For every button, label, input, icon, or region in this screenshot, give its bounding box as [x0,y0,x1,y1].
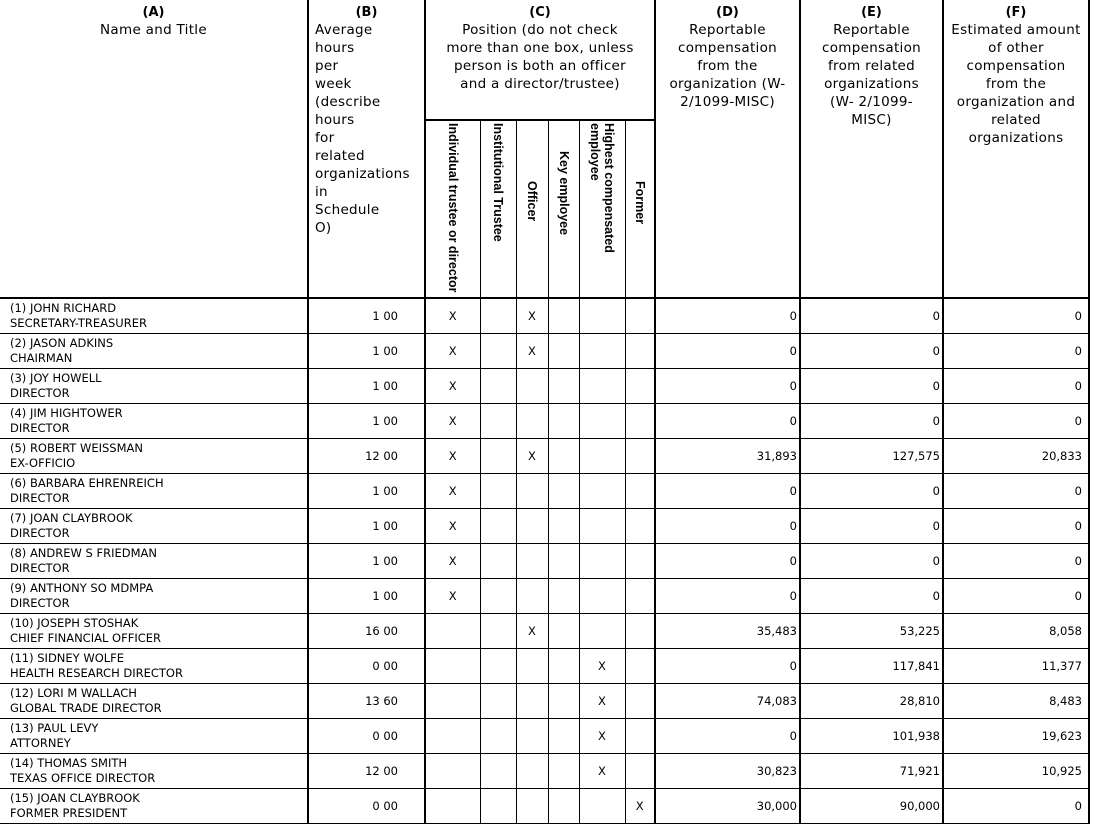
position-check-cell [480,439,516,474]
position-col-highest-compensated [579,120,625,298]
person-title: CHIEF FINANCIAL OFFICER [10,631,161,645]
hours-cell: 13 60 [308,684,425,719]
person-title: DIRECTOR [10,386,70,400]
position-check-cell [625,439,655,474]
person-name: (11) SIDNEY WOLFE [10,651,125,665]
person-name: (1) JOHN RICHARD [10,301,117,315]
header-a-text: Name and Title [100,22,207,38]
compensation-d-cell: 0 [655,404,800,439]
header-a-letter: (A) [142,5,165,20]
name-title-cell [0,754,308,789]
hours-cell: 12 00 [308,439,425,474]
compensation-d-cell: 30,000 [655,789,800,824]
hours-cell: 1 00 [308,474,425,509]
header-b [308,0,425,298]
person-title: ATTORNEY [10,736,71,750]
compensation-d-cell: 74,083 [655,684,800,719]
table-row [0,649,1089,684]
compensation-d-cell: 0 [655,579,800,614]
compensation-e-cell: 0 [800,334,943,369]
compensation-d-cell: 35,483 [655,614,800,649]
compensation-f-cell: 8,483 [943,684,1089,719]
table-body [0,298,1089,824]
person-name: (6) BARBARA EHRENREICH [10,476,164,490]
position-check-cell [548,544,579,579]
position-check-cell [480,649,516,684]
position-check-cell: X [516,298,548,334]
table-row [0,579,1089,614]
position-check-cell: X [516,614,548,649]
position-check-cell [579,334,625,369]
compensation-f-cell: 19,623 [943,719,1089,754]
header-c [425,0,655,120]
compensation-f-cell: 0 [943,579,1089,614]
position-check-cell [548,684,579,719]
table-row [0,474,1089,509]
position-check-cell [480,369,516,404]
position-check-cell [548,474,579,509]
position-check-cell [625,754,655,789]
compensation-e-cell: 0 [800,298,943,334]
name-title-cell [0,439,308,474]
person-title: SECRETARY-TREASURER [10,316,147,330]
compensation-e-cell: 127,575 [800,439,943,474]
position-check-cell [579,789,625,824]
table-row [0,334,1089,369]
person-name: (14) THOMAS SMITH [10,756,128,770]
compensation-f-cell: 10,925 [943,754,1089,789]
position-check-cell [548,439,579,474]
person-title: DIRECTOR [10,561,70,575]
position-check-cell [625,544,655,579]
compensation-d-cell: 0 [655,509,800,544]
compensation-e-cell: 0 [800,509,943,544]
position-label-officer: Officer [525,181,539,222]
position-check-cell [516,509,548,544]
name-title-cell [0,579,308,614]
compensation-e-cell: 28,810 [800,684,943,719]
compensation-f-cell: 0 [943,334,1089,369]
person-name: (5) ROBERT WEISSMAN [10,441,143,455]
header-e-text: Reportable compensation from related organizations (W- 2/1099-MISC) [821,22,922,128]
position-label-highest-compensated: Highest compensated employee [588,123,616,253]
name-title-cell [0,509,308,544]
position-col-institutional-trustee [480,120,516,298]
person-title: TEXAS OFFICE DIRECTOR [10,771,156,785]
position-check-cell: X [579,719,625,754]
position-label-institutional-trustee: Institutional Trustee [491,123,505,242]
position-check-cell [480,719,516,754]
compensation-f-cell: 11,377 [943,649,1089,684]
compensation-e-cell: 117,841 [800,649,943,684]
name-title-cell [0,334,308,369]
header-a [0,0,308,298]
position-col-officer [516,120,548,298]
position-check-cell [579,509,625,544]
position-label-individual-trustee: Individual trustee or director [445,123,460,293]
person-title: HEALTH RESEARCH DIRECTOR [10,666,183,680]
compensation-f-cell: 0 [943,369,1089,404]
person-name: (12) LORI M WALLACH [10,686,137,700]
position-check-cell [548,614,579,649]
position-check-cell [548,649,579,684]
compensation-d-cell: 30,823 [655,754,800,789]
position-check-cell [516,369,548,404]
table-row [0,298,1089,334]
position-check-cell [480,754,516,789]
position-check-cell: X [579,754,625,789]
header-e [800,0,943,298]
position-col-former [625,120,655,298]
compensation-d-cell: 0 [655,649,800,684]
position-label-key-employee: Key employee [556,151,571,236]
position-check-cell: X [579,684,625,719]
compensation-d-cell: 0 [655,334,800,369]
position-check-cell: X [425,369,480,404]
position-check-cell [625,684,655,719]
table-row [0,719,1089,754]
position-check-cell [425,719,480,754]
compensation-e-cell: 53,225 [800,614,943,649]
position-check-cell [579,404,625,439]
compensation-e-cell: 90,000 [800,789,943,824]
compensation-d-cell: 0 [655,474,800,509]
header-f-text: Estimated amount of other compensation from the organization and related organizations [951,22,1081,146]
hours-cell: 0 00 [308,649,425,684]
compensation-f-cell: 20,833 [943,439,1089,474]
position-check-cell [548,509,579,544]
position-check-cell [480,544,516,579]
position-check-cell [579,298,625,334]
position-check-cell [480,614,516,649]
position-check-cell [625,649,655,684]
table-row [0,614,1089,649]
table-row [0,404,1089,439]
position-check-cell [548,334,579,369]
position-check-cell [425,614,480,649]
position-check-cell [625,404,655,439]
compensation-e-cell: 71,921 [800,754,943,789]
header-f [943,0,1089,298]
table-row [0,684,1089,719]
person-title: DIRECTOR [10,421,70,435]
person-name: (2) JASON ADKINS [10,336,114,350]
name-title-cell [0,544,308,579]
name-title-cell [0,369,308,404]
name-title-cell [0,789,308,824]
compensation-e-cell: 0 [800,404,943,439]
compensation-f-cell: 0 [943,789,1089,824]
person-name: (13) PAUL LEVY [10,721,99,735]
position-label-former: Former [632,181,647,225]
header-d-letter: (D) [716,5,739,20]
position-check-cell [625,719,655,754]
header-b-letter: (B) [355,5,378,20]
position-check-cell [425,789,480,824]
position-check-cell [480,334,516,369]
position-check-cell [625,614,655,649]
position-check-cell [516,579,548,614]
position-col-key-employee [548,120,579,298]
compensation-d-cell: 0 [655,369,800,404]
position-check-cell: X [516,439,548,474]
compensation-d-cell: 0 [655,719,800,754]
name-title-cell [0,474,308,509]
position-check-cell [579,544,625,579]
person-name: (10) JOSEPH STOSHAK [10,616,139,630]
hours-cell: 1 00 [308,369,425,404]
position-check-cell: X [425,404,480,439]
person-name: (8) ANDREW S FRIEDMAN [10,546,158,560]
header-f-letter: (F) [1005,5,1027,20]
position-check-cell [548,579,579,614]
table-row [0,369,1089,404]
position-check-cell [480,474,516,509]
position-check-cell: X [425,439,480,474]
position-check-cell: X [425,579,480,614]
compensation-e-cell: 0 [800,579,943,614]
position-check-cell [579,474,625,509]
compensation-f-cell: 8,058 [943,614,1089,649]
position-check-cell: X [425,298,480,334]
position-check-cell [480,579,516,614]
person-name: (15) JOAN CLAYBROOK [10,791,140,805]
compensation-d-cell: 0 [655,298,800,334]
hours-cell: 1 00 [308,334,425,369]
person-title: DIRECTOR [10,596,70,610]
position-check-cell [480,298,516,334]
name-title-cell [0,719,308,754]
compensation-f-cell: 0 [943,544,1089,579]
table-row [0,509,1089,544]
position-check-cell [625,369,655,404]
hours-cell: 0 00 [308,789,425,824]
position-check-cell [425,754,480,789]
table-row [0,754,1089,789]
person-name: (3) JOY HOWELL [10,371,102,385]
hours-cell: 1 00 [308,579,425,614]
header-c-text: Position (do not check more than one box, unless person is both an officer and a director/trustee) [446,22,634,92]
position-check-cell [516,789,548,824]
compensation-e-cell: 0 [800,474,943,509]
position-check-cell [548,719,579,754]
hours-cell: 1 00 [308,544,425,579]
hours-cell: 16 00 [308,614,425,649]
position-check-cell [480,509,516,544]
person-title: DIRECTOR [10,526,70,540]
position-check-cell: X [579,649,625,684]
position-check-cell [516,474,548,509]
position-check-cell [516,684,548,719]
compensation-f-cell: 0 [943,509,1089,544]
position-check-cell [516,649,548,684]
position-check-cell [425,684,480,719]
position-check-cell: X [425,544,480,579]
position-check-cell: X [425,474,480,509]
name-title-cell [0,649,308,684]
compensation-f-cell: 0 [943,474,1089,509]
position-check-cell [579,439,625,474]
header-b-text: Average hours per week (describe hours for related organizations in Schedule O) [315,22,410,236]
person-name: (9) ANTHONY SO MDMPA [10,581,154,595]
hours-cell: 12 00 [308,754,425,789]
position-check-cell [480,684,516,719]
name-title-cell [0,298,308,334]
table-row [0,439,1089,474]
hours-cell: 1 00 [308,298,425,334]
person-title: FORMER PRESIDENT [10,806,128,820]
compensation-f-cell: 0 [943,298,1089,334]
position-check-cell [516,404,548,439]
position-check-cell: X [425,509,480,544]
name-title-cell [0,614,308,649]
position-check-cell [516,544,548,579]
position-check-cell [625,474,655,509]
position-check-cell: X [425,334,480,369]
person-title: EX-OFFICIO [10,456,76,470]
compensation-f-cell: 0 [943,404,1089,439]
compensation-e-cell: 0 [800,544,943,579]
person-title: GLOBAL TRADE DIRECTOR [10,701,162,715]
person-title: CHAIRMAN [10,351,73,365]
header-d [655,0,800,298]
position-check-cell [579,614,625,649]
person-title: DIRECTOR [10,491,70,505]
header-d-text: Reportable compensation from the organization (W-2/1099-MISC) [669,22,786,110]
person-name: (7) JOAN CLAYBROOK [10,511,133,525]
position-check-cell [548,754,579,789]
name-title-cell [0,684,308,719]
position-check-cell [548,789,579,824]
position-check-cell: X [516,334,548,369]
position-check-cell [579,579,625,614]
position-check-cell [548,369,579,404]
position-check-cell [480,789,516,824]
position-check-cell [516,754,548,789]
person-name: (4) JIM HIGHTOWER [10,406,123,420]
position-check-cell: X [625,789,655,824]
hours-cell: 1 00 [308,404,425,439]
compensation-d-cell: 31,893 [655,439,800,474]
table-row [0,544,1089,579]
compensation-e-cell: 101,938 [800,719,943,754]
position-col-individual-trustee [425,120,480,298]
position-check-cell [625,509,655,544]
table-row [0,789,1089,824]
compensation-d-cell: 0 [655,544,800,579]
name-title-cell [0,404,308,439]
header-c-letter: (C) [529,5,551,20]
hours-cell: 0 00 [308,719,425,754]
position-check-cell [548,404,579,439]
hours-cell: 1 00 [308,509,425,544]
header-e-letter: (E) [861,5,882,20]
position-check-cell [480,404,516,439]
position-check-cell [579,369,625,404]
position-check-cell [425,649,480,684]
position-check-cell [625,579,655,614]
compensation-e-cell: 0 [800,369,943,404]
position-check-cell [516,719,548,754]
